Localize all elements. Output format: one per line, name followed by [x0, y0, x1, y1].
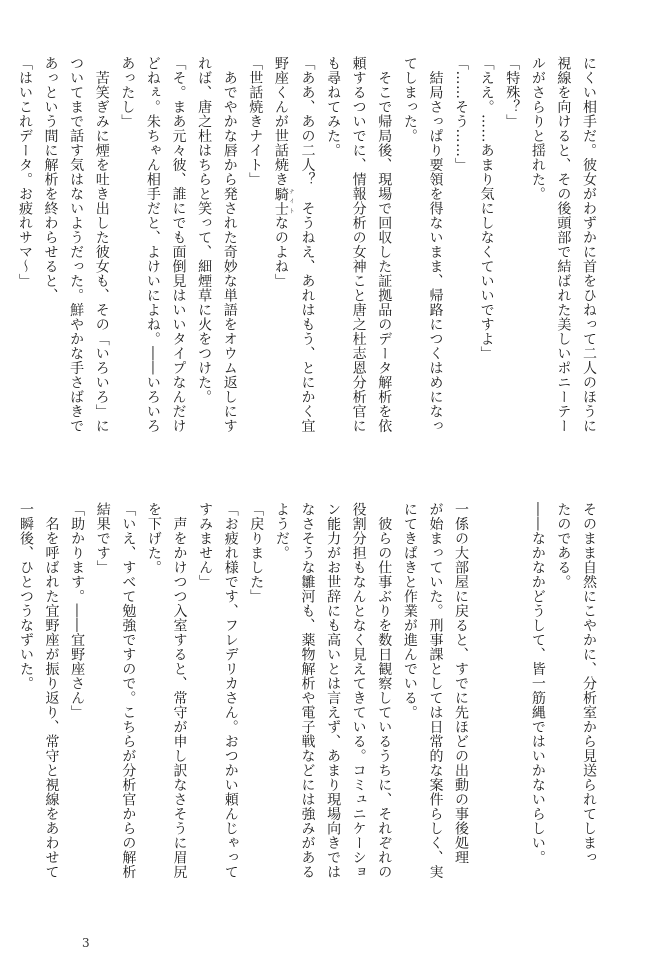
text-line: あっという間に解析を終わらせると、	[42, 56, 59, 303]
text-line: そこで帰局後、現場で回収した証拠品のデータ解析を依	[376, 56, 393, 433]
text-line: 名を呼ばれた宜野座が振り返り、常守と視線をあわせて	[43, 502, 60, 879]
text-line: が始まっていた。刑事課としては日常的な案件らしく、実	[427, 502, 444, 879]
text-line: 視線を向けると、その後頭部で結ばれた美しいポニーテー	[555, 56, 572, 433]
text-line	[499, 502, 525, 904]
text-line: も尋ねてみた。	[325, 56, 342, 158]
upper-text-tier	[16, 56, 601, 458]
text-line: 苦笑ぎみに煙を吐き出した彼女も、その「いろいろ」に	[93, 56, 110, 433]
text-line: 「世話焼きナイト」	[247, 56, 264, 187]
text-line	[473, 502, 499, 904]
text-line: 「お疲れ様です、フレデリカさん。おつかい頼んじゃって	[222, 502, 239, 879]
text-line: 「助かります。――宜野座さん」	[69, 502, 86, 720]
line-segment: 野座くんが世話焼き	[272, 56, 289, 187]
text-line: そのまま自然にこやかに、分析室から見送られてしまっ	[581, 502, 597, 865]
text-line: どねぇ。朱ちゃん相手だと、よけいによね。――いろいろ	[144, 56, 161, 433]
line-segment: なのよね」	[272, 215, 289, 288]
text-line: あったし」	[119, 56, 136, 129]
text-line: ルがさらりと揺れた。	[529, 56, 546, 201]
ruby-reading: ナイト	[287, 186, 294, 216]
text-line: すみません」	[197, 502, 214, 589]
page-number: 3	[82, 936, 90, 950]
text-line: てしまった。	[401, 56, 418, 143]
text-line: あでやかな唇から発された奇妙な単語をオウム返しにす	[221, 56, 238, 433]
text-line: 「そ。まあ元々彼、誰にでも面倒見はいいタイプなんだけ	[170, 56, 187, 433]
text-line: ン能力がお世辞にも高いとは言えず、あまり現場向きでは	[325, 502, 342, 879]
text-line: 声をかけつつ入室すると、常守が申し訳なさそうに眉尻	[171, 502, 188, 879]
text-line: にくい相手だ。彼女がわずかに首をひねって二人のほうに	[581, 56, 597, 433]
text-line: 結果です」	[94, 502, 111, 575]
text-line: ようだ。	[273, 502, 290, 560]
text-line: 「ああ、あの二人？ そうねえ、あれはもう、とにかく宜	[299, 56, 316, 433]
text-line: ――なかなかどうして、皆一筋縄ではいかないらしい。	[529, 502, 546, 865]
text-line: 「はいこれデータ。お疲れサマ～」	[16, 56, 33, 288]
text-line: 「特殊？」	[504, 56, 521, 129]
text-line: 「いえ、すべて勉強ですので。こちらが分析官からの解析	[120, 502, 137, 879]
lower-text-tier	[17, 502, 601, 904]
text-line: 彼らの仕事ぶりを数日観察しているうちに、それぞれの	[376, 502, 393, 879]
text-line: を下げた。	[145, 502, 162, 575]
text-line: れば、唐之杜はちらと笑って、細煙草に火をつけた。	[196, 56, 213, 404]
text-line: 役割分担もなんとなく見えてきている。コミュニケーショ	[350, 502, 367, 879]
text-line	[267, 56, 294, 458]
text-line: 「……そう……」	[453, 56, 470, 172]
text-line: たのである。	[555, 502, 572, 589]
text-line: 結局さっぱり要領を得ないまま、帰路につくはめになっ	[427, 56, 444, 433]
text-line: 一瞬後、ひとつうなずいた。	[17, 502, 34, 691]
text-line: 頼するついでに、情報分析の女神こと唐之杜志恩分析官に	[350, 56, 367, 433]
ruby-base: 騎士	[272, 186, 289, 216]
ruby-annotation	[272, 186, 294, 216]
text-line: 「ええ。……あまり気にしなくていいですよ」	[478, 56, 495, 361]
text-line: なさそうな雛河も、薬物解析や電子戦などには強みがある	[299, 502, 316, 879]
text-line: 一係の大部屋に戻ると、すでに先ほどの出動の事後処理	[453, 502, 470, 865]
text-line: にてきぱきと作業が進んでいる。	[401, 502, 418, 720]
text-line: 「戻りました」	[248, 502, 265, 604]
text-line: ついてまで話す気はないようだった。鮮やかな手さばきで	[68, 56, 85, 433]
